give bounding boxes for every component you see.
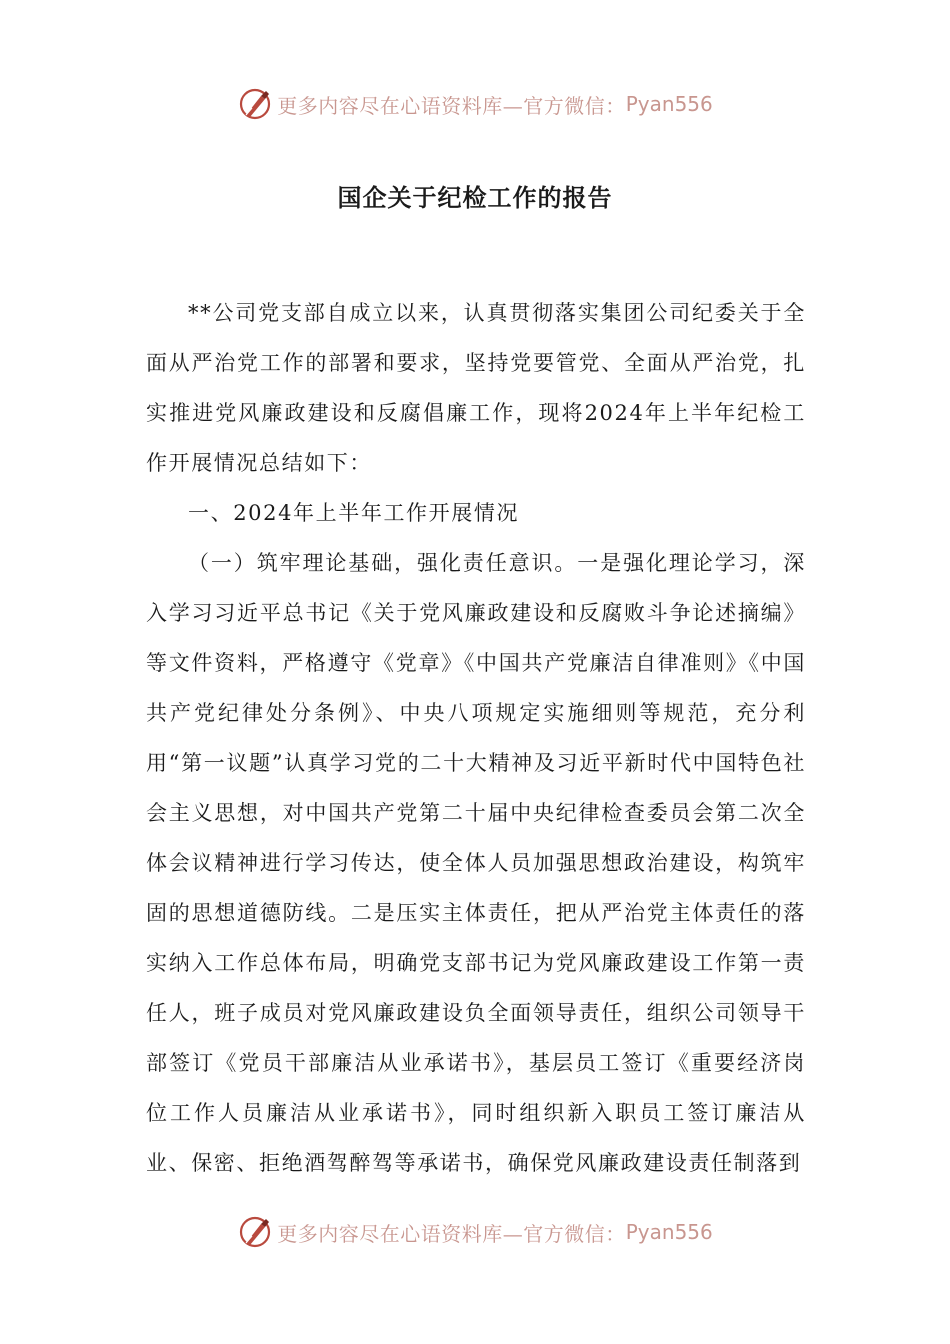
watermark-banner-top xyxy=(0,84,950,124)
watermark-text: 更多内容尽在心语资料库—官方微信： xyxy=(277,93,626,118)
watermark-text: 更多内容尽在心语资料库—官方微信： xyxy=(277,1221,626,1246)
watermark-wechat-id: Pyan556 xyxy=(625,92,713,116)
pen-nib-logo-icon xyxy=(237,1214,273,1250)
section-heading: 一、2024年上半年工作开展情况 xyxy=(188,501,520,525)
document-body xyxy=(146,288,806,1188)
watermark-wechat-id: Pyan556 xyxy=(625,1220,713,1244)
body-paragraph: （一）筑牢理论基础，强化责任意识。一是强化理论学习，深入学习习近平总书记《关于党风廉政建设和反腐败斗争论述摘编》等文件资料，严格遵守《党章》《中国共产党廉洁自律准则》《中国共产党纪律处分条例》、中央八项规定实施细则等规范，充分利用“第一议题”认真学习党的二十大精神及习近平新时代中国特色社会主义思想，对中国共产党第二十届中央纪律检查委员会第二次全体会议精神进行学习传达，使全体人员加强思想政治建设，构筑牢固的思想道德防线。二是压实主体责任，把从严治党主体责任的落实纳入工作总体布局，明确党支部书记为党风廉政建设工作第一责任人，班子成员对党风廉政建设负全面领导责任，组织公司领导干部签订《党员干部廉洁从业承诺书》，基层员工签订《重要经济岗位工作人员廉洁从业承诺书》，同时组织新入职员工签订廉洁从业、保密、拒绝酒驾醉驾等承诺书，确保党风廉政建设责任制落到 xyxy=(146,551,806,1175)
document-title: 国企关于纪检工作的报告 xyxy=(337,183,613,212)
pen-nib-logo-icon xyxy=(237,86,273,122)
body-paragraph: **公司党支部自成立以来，认真贯彻落实集团公司纪委关于全面从严治党工作的部署和要求，坚持党要管党、全面从严治党，扎实推进党风廉政建设和反腐倡廉工作，现将2024年上半年纪检工作开展情况总结如下： xyxy=(146,301,806,475)
watermark-banner-bottom xyxy=(0,1212,950,1252)
